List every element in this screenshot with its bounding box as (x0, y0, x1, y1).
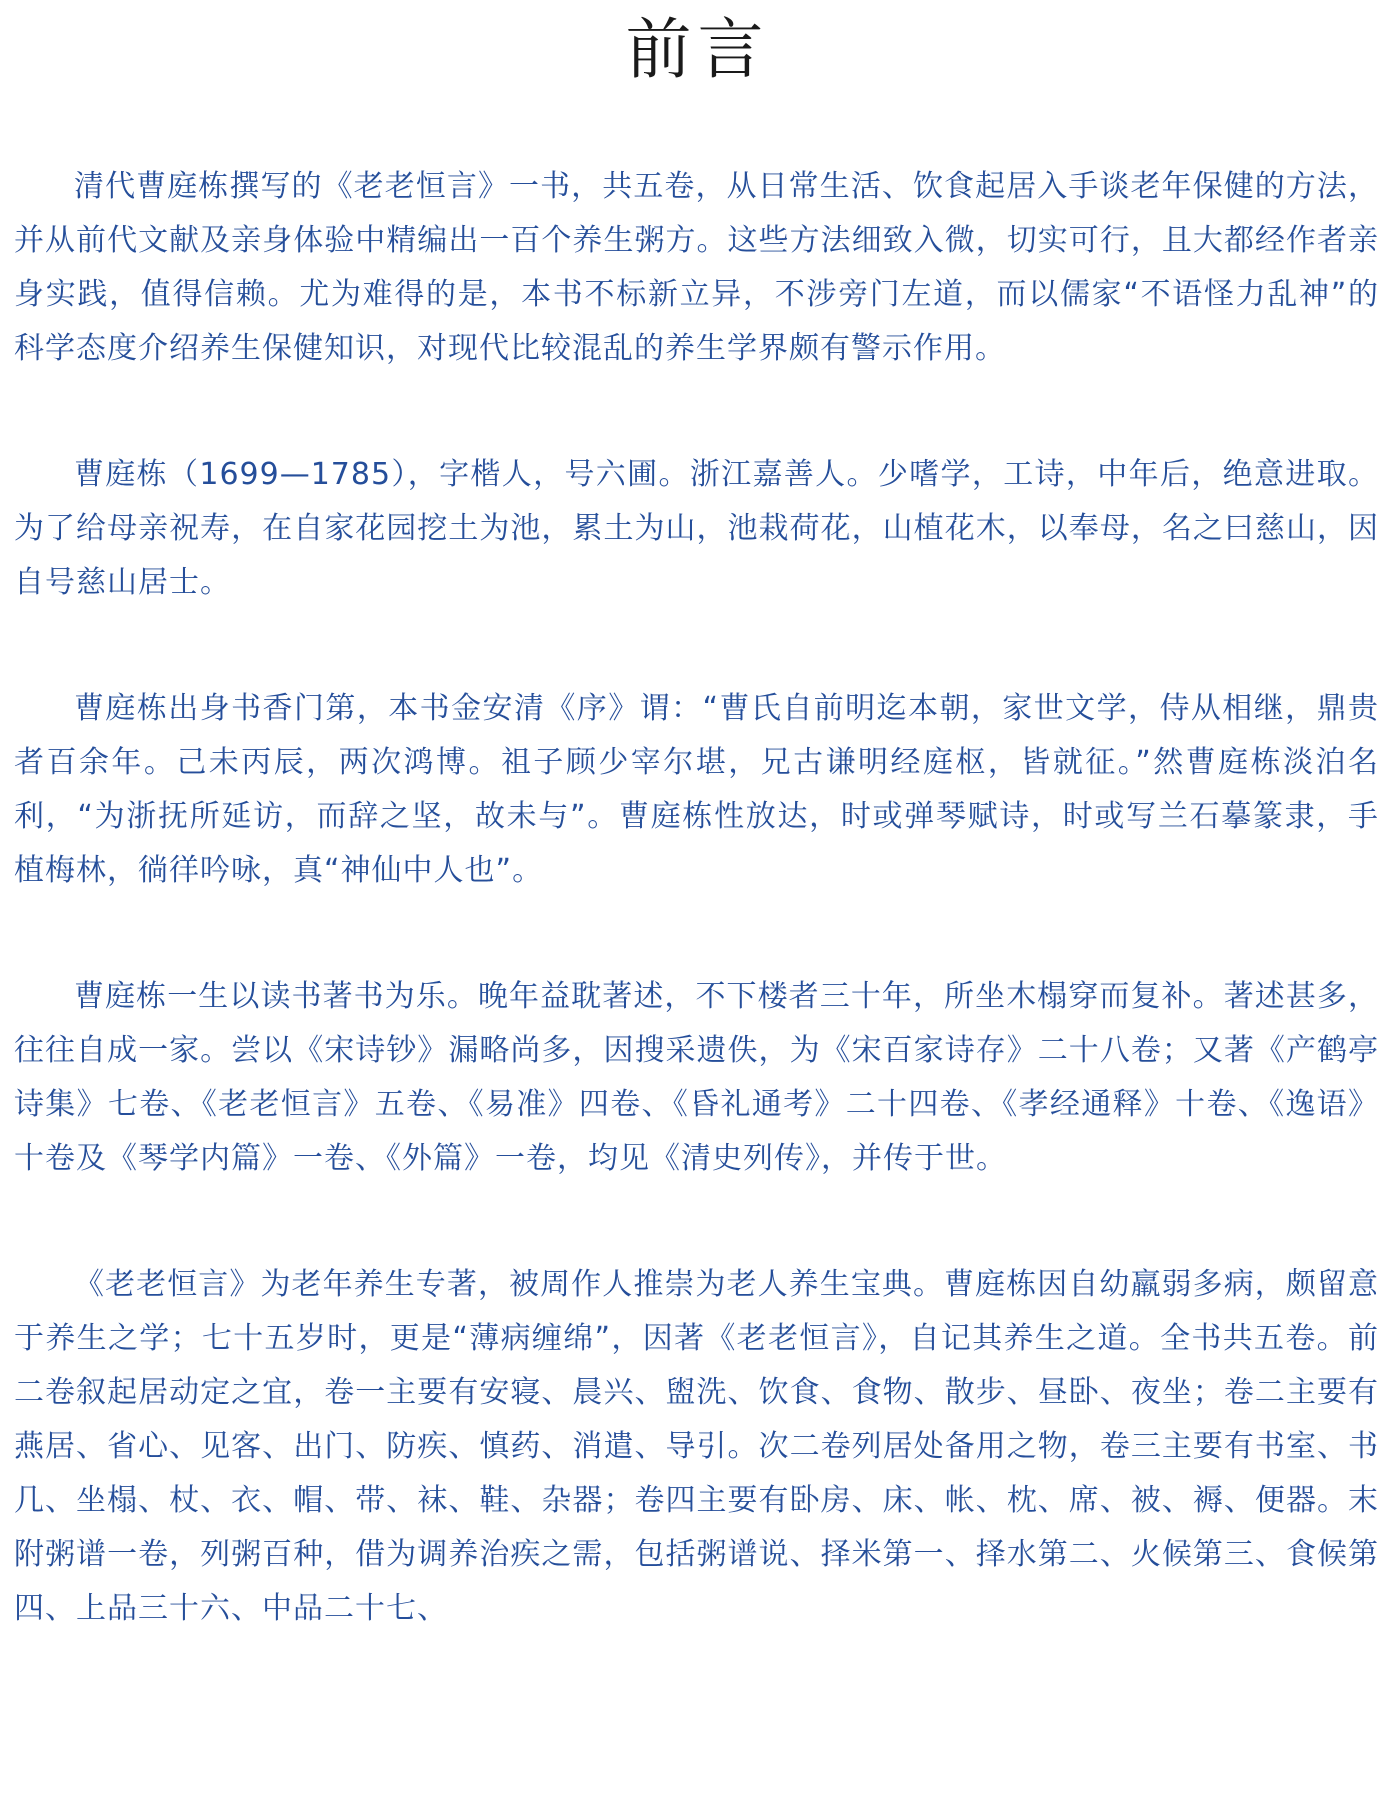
paragraph-2: 曹庭栋（1699—1785），字楷人，号六圃。浙江嘉善人。少嗜学，工诗，中年后，绝意进取。为了给母亲祝寿，在自家花园挖土为池，累土为山，池栽荷花，山植花木，以奉母，名之曰慈山，因自号慈山居士。 (14, 457, 1379, 600)
paragraph-4: 曹庭栋一生以读书著书为乐。晚年益耽著述，不下楼者三十年，所坐木榻穿而复补。著述甚多，往往自成一家。尝以《宋诗钞》漏略尚多，因搜采遗佚，为《宋百家诗存》二十八卷；又著《产鹤亭诗集》七卷、《老老恒言》五卷、《易准》四卷、《昏礼通考》二十四卷、《孝经通释》十卷、《逸语》十卷及《琴学内篇》一卷、《外篇》一卷，均见《清史列传》，并传于世。 (14, 979, 1379, 1176)
paragraph-1: 清代曹庭栋撰写的《老老恒言》一书，共五卷，从日常生活、饮食起居入手谈老年保健的方法，并从前代文献及亲身体验中精编出一百个养生粥方。这些方法细致入微，切实可行，且大都经作者亲身实践，值得信赖。尤为难得的是，本书不标新立异，不涉旁门左道，而以儒家“不语怪力乱神”的科学态度介绍养生保健知识，对现代比较混乱的养生学界颇有警示作用。 (14, 169, 1379, 366)
preface-body (14, 160, 1379, 1636)
paragraph-3: 曹庭栋出身书香门第，本书金安清《序》谓：“曹氏自前明迄本朝，家世文学，侍从相继，鼎贵者百余年。己未丙辰，两次鸿博。祖子顾少宰尔堪，兄古谦明经庭枢，皆就征。”然曹庭栋淡泊名利，“为浙抚所延访，而辞之坚，故未与”。曹庭栋性放达，时或弹琴赋诗，时或写兰石摹篆隶，手植梅林，徜徉吟咏，真“神仙中人也”。 (14, 691, 1379, 888)
paragraph-5: 《老老恒言》为老年养生专著，被周作人推崇为老人养生宝典。曹庭栋因自幼羸弱多病，颇留意于养生之学；七十五岁时，更是“薄病缠绵”，因著《老老恒言》，自记其养生之道。全书共五卷。前二卷叙起居动定之宜，卷一主要有安寝、晨兴、盥洗、饮食、食物、散步、昼卧、夜坐；卷二主要有燕居、省心、见客、出门、防疾、慎药、消遣、导引。次二卷列居处备用之物，卷三主要有书室、书几、坐榻、杖、衣、帽、带、袜、鞋、杂器；卷四主要有卧房、床、帐、枕、席、被、褥、便器。末附粥谱一卷，列粥百种，借为调养治疾之需，包括粥谱说、择米第一、择水第二、火候第三、食候第四、上品三十六、中品二十七、 (14, 1267, 1379, 1626)
page-title: 前言 (625, 11, 770, 88)
